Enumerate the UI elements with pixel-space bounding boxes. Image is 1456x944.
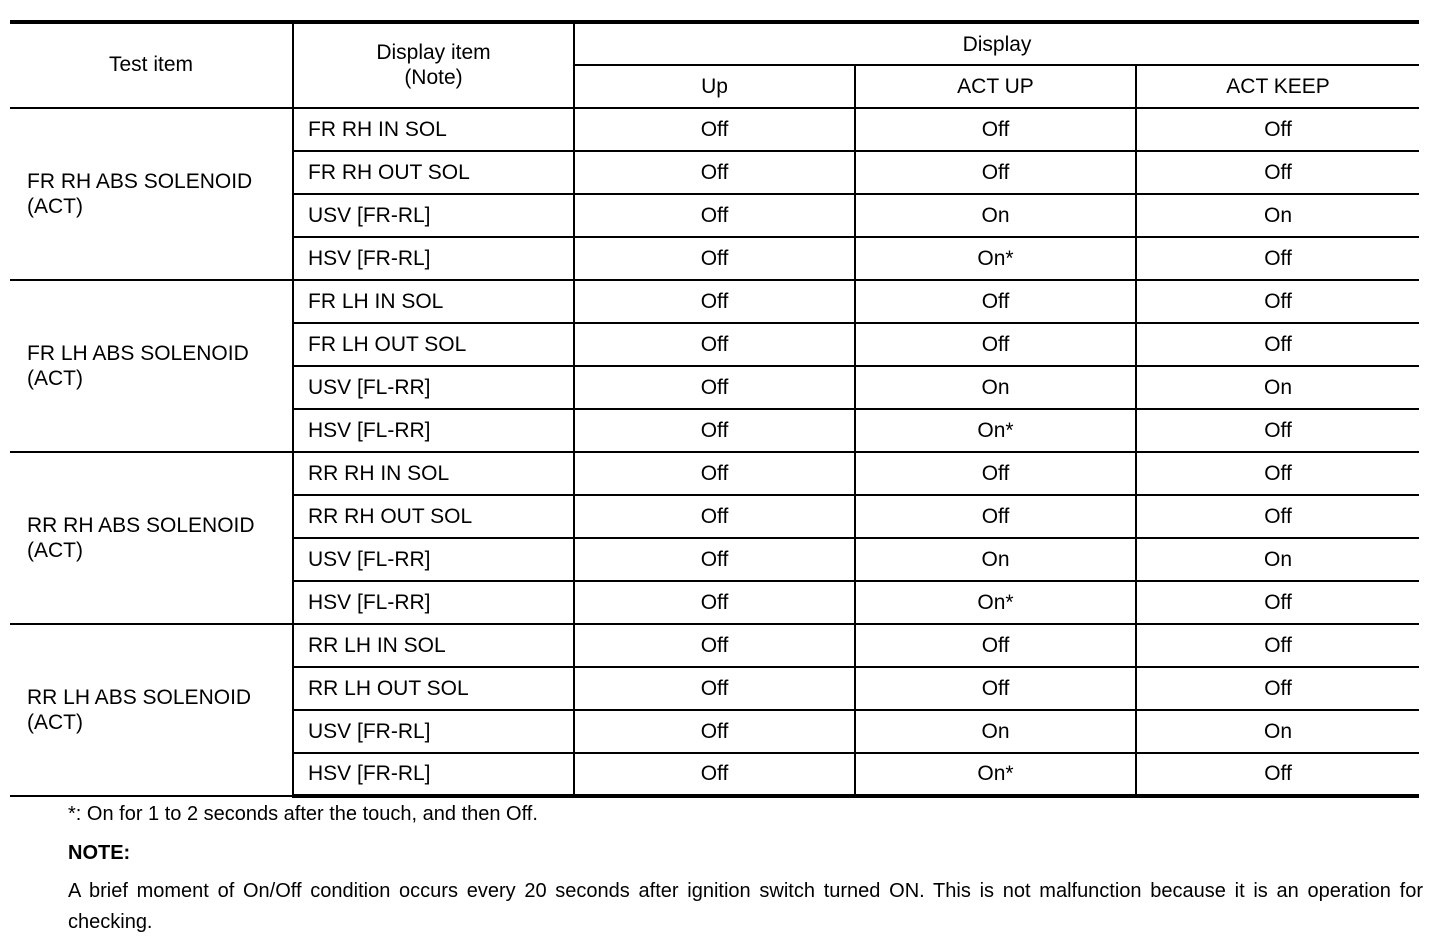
value-act-keep-cell: Off [1136, 624, 1419, 667]
value-act-keep-cell: Off [1136, 280, 1419, 323]
value-act-up-cell: On [855, 366, 1136, 409]
table-row [10, 280, 1419, 323]
table-row [10, 452, 1419, 495]
value-act-keep-cell: Off [1136, 151, 1419, 194]
table-row [10, 108, 1419, 151]
value-up-cell: Off [574, 452, 855, 495]
test-item-cell [10, 452, 293, 624]
value-up-cell: Off [574, 108, 855, 151]
value-up-cell: Off [574, 323, 855, 366]
display-item-cell: FR LH IN SOL [293, 280, 574, 323]
value-act-up-cell: On* [855, 753, 1136, 796]
header-display-item [293, 22, 574, 108]
test-item-cell [10, 108, 293, 280]
display-item-cell: FR RH OUT SOL [293, 151, 574, 194]
header-row [10, 22, 1419, 65]
display-item-cell: USV [FR-RL] [293, 194, 574, 237]
display-item-cell: USV [FR-RL] [293, 710, 574, 753]
value-act-up-cell: On [855, 710, 1136, 753]
value-up-cell: Off [574, 237, 855, 280]
value-act-keep-cell: On [1136, 194, 1419, 237]
value-up-cell: Off [574, 753, 855, 796]
note-title: NOTE: [68, 842, 131, 864]
value-up-cell: Off [574, 280, 855, 323]
solenoid-test-table [10, 20, 1419, 798]
table-header [10, 22, 1419, 108]
display-item-cell: RR LH OUT SOL [293, 667, 574, 710]
value-act-keep-cell: Off [1136, 108, 1419, 151]
header-mode-act-keep: ACT KEEP [1136, 65, 1419, 108]
value-act-up-cell: On* [855, 237, 1136, 280]
table-row [10, 624, 1419, 667]
value-act-keep-cell: On [1136, 710, 1419, 753]
test-item-mode: (ACT) [27, 539, 83, 562]
value-act-keep-cell: Off [1136, 495, 1419, 538]
value-act-up-cell: On [855, 194, 1136, 237]
value-up-cell: Off [574, 667, 855, 710]
header-display-item-line2: (Note) [404, 66, 463, 90]
test-item-cell [10, 624, 293, 796]
display-item-cell: HSV [FL-RR] [293, 581, 574, 624]
display-item-cell: USV [FL-RR] [293, 538, 574, 581]
header-display-item-line1: Display item [376, 41, 491, 64]
value-up-cell: Off [574, 581, 855, 624]
value-act-keep-cell: Off [1136, 667, 1419, 710]
value-act-up-cell: Off [855, 624, 1136, 667]
footnote: *: On for 1 to 2 seconds after the touch, and then Off. [68, 803, 538, 825]
value-up-cell: Off [574, 366, 855, 409]
test-item-mode: (ACT) [27, 195, 83, 218]
value-up-cell: Off [574, 710, 855, 753]
value-act-up-cell: On* [855, 409, 1136, 452]
value-up-cell: Off [574, 151, 855, 194]
value-act-keep-cell: Off [1136, 753, 1419, 796]
value-act-up-cell: Off [855, 495, 1136, 538]
note-text: A brief moment of On/Off condition occurs every 20 seconds after ignition switch turned ON. This is not malfunction because it is an operation for checking. [68, 880, 1423, 933]
value-act-up-cell: Off [855, 151, 1136, 194]
value-up-cell: Off [574, 409, 855, 452]
value-act-keep-cell: Off [1136, 323, 1419, 366]
value-up-cell: Off [574, 194, 855, 237]
display-item-cell: FR RH IN SOL [293, 108, 574, 151]
test-item-cell [10, 280, 293, 452]
header-mode-up: Up [574, 65, 855, 108]
value-act-keep-cell: Off [1136, 409, 1419, 452]
value-act-keep-cell: Off [1136, 237, 1419, 280]
display-item-cell: FR LH OUT SOL [293, 323, 574, 366]
test-item-name: FR RH ABS SOLENOID [27, 169, 253, 193]
value-act-up-cell: On* [855, 581, 1136, 624]
test-item-name: RR RH ABS SOLENOID [27, 513, 255, 537]
value-act-up-cell: Off [855, 280, 1136, 323]
test-item-name: RR LH ABS SOLENOID [27, 685, 252, 709]
value-act-keep-cell: On [1136, 366, 1419, 409]
header-test-item: Test item [10, 22, 293, 108]
value-act-keep-cell: On [1136, 538, 1419, 581]
header-display: Display [574, 22, 1419, 65]
header-mode-act-up: ACT UP [855, 65, 1136, 108]
display-item-cell: RR RH IN SOL [293, 452, 574, 495]
display-item-cell: USV [FL-RR] [293, 366, 574, 409]
value-act-up-cell: Off [855, 667, 1136, 710]
value-act-up-cell: Off [855, 108, 1136, 151]
value-act-up-cell: On [855, 538, 1136, 581]
test-item-name: FR LH ABS SOLENOID [27, 341, 249, 365]
table-body [10, 108, 1419, 796]
display-item-cell: HSV [FR-RL] [293, 753, 574, 796]
test-item-mode: (ACT) [27, 367, 83, 390]
value-up-cell: Off [574, 495, 855, 538]
display-item-cell: HSV [FL-RR] [293, 409, 574, 452]
value-act-keep-cell: Off [1136, 581, 1419, 624]
test-item-mode: (ACT) [27, 711, 83, 734]
value-act-up-cell: Off [855, 323, 1136, 366]
value-up-cell: Off [574, 538, 855, 581]
value-act-keep-cell: Off [1136, 452, 1419, 495]
display-item-cell: HSV [FR-RL] [293, 237, 574, 280]
value-up-cell: Off [574, 624, 855, 667]
value-act-up-cell: Off [855, 452, 1136, 495]
display-item-cell: RR RH OUT SOL [293, 495, 574, 538]
display-item-cell: RR LH IN SOL [293, 624, 574, 667]
